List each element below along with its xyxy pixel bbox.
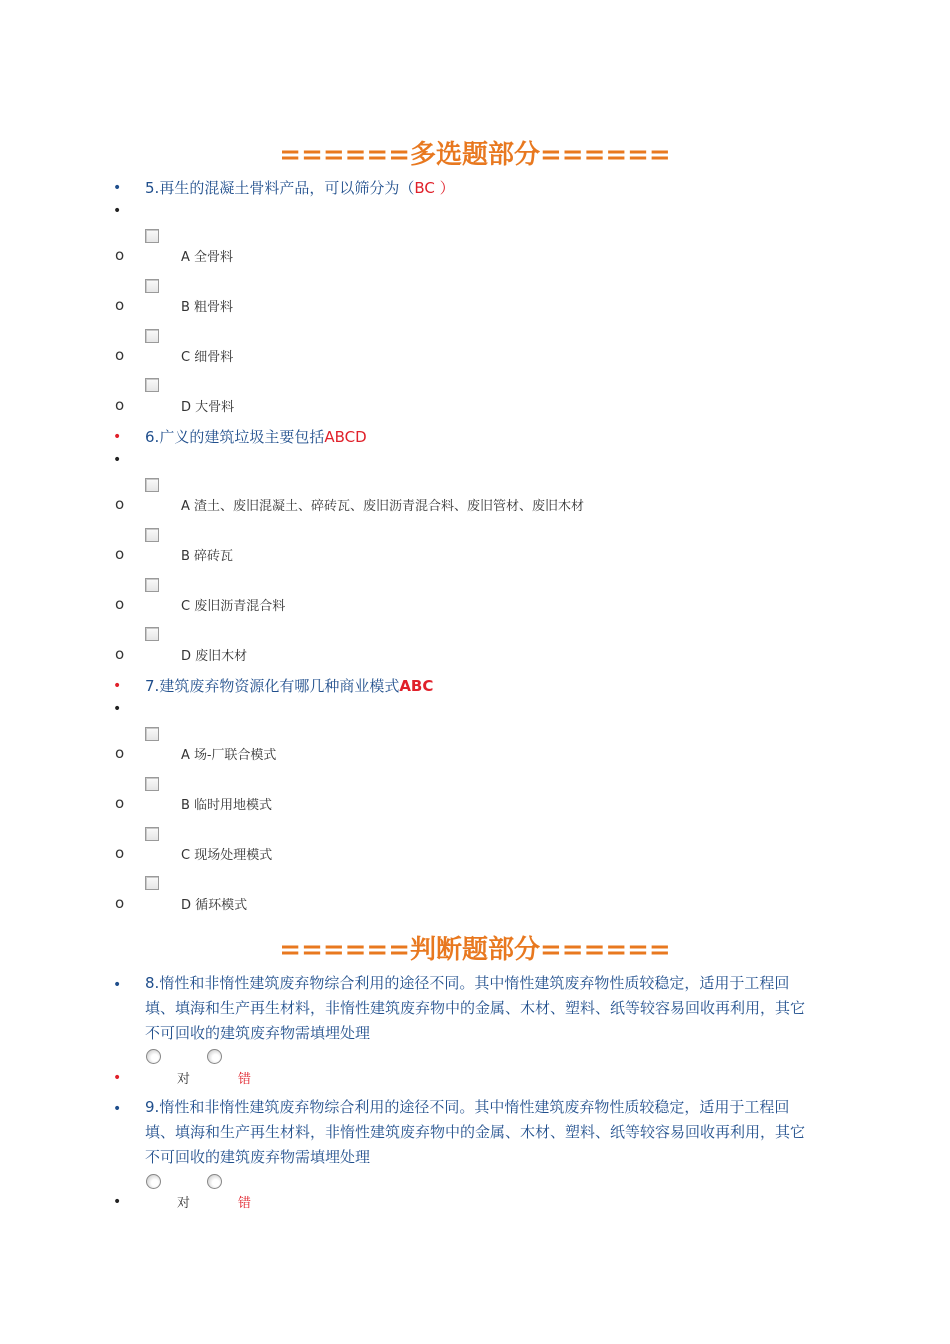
option-checkbox[interactable] [145, 876, 159, 890]
option-text: 渣土、废旧混凝土、碎砖瓦、废旧沥青混合料、废旧管材、废旧木材 [189, 499, 585, 514]
option-letter: A [181, 250, 190, 265]
option-text: 粗骨料 [189, 300, 234, 315]
circle-bullet-icon: o [115, 645, 125, 663]
question-text: 惰性和非惰性建筑废弃物综合利用的途径不同。其中惰性建筑废弃物性质较稳定，适用于工程回填、填海和生产再生材料，非惰性建筑废弃物中的金属、木材、塑料、纸等较容易回收再利用，其它不可回收的建筑废弃物需填埋处理 [145, 974, 806, 1042]
option-letter: D [181, 898, 192, 913]
circle-bullet-icon: o [115, 495, 125, 513]
question-answer: BC ） [414, 179, 455, 197]
option-letter: C [181, 350, 191, 365]
option-label [181, 844, 272, 863]
option-checkbox[interactable] [145, 727, 159, 741]
bullet-icon: • [113, 452, 122, 468]
circle-bullet-icon: o [115, 246, 125, 264]
bullet-icon: • [113, 977, 122, 993]
option-letter: D [181, 400, 192, 415]
section-title-multi: ======多选题部分====== [279, 140, 671, 170]
circle-bullet-icon: o [115, 296, 125, 314]
option-label [181, 595, 285, 614]
option-letter: B [181, 798, 190, 813]
option-label [181, 645, 247, 664]
option-label [181, 296, 233, 315]
option-label [181, 545, 233, 564]
question-answer: ABCD [324, 428, 367, 446]
option-letter: C [181, 599, 191, 614]
circle-bullet-icon: o [115, 794, 125, 812]
option-text: 临时用地模式 [189, 798, 273, 813]
option-letter: B [181, 300, 190, 315]
question-text: 惰性和非惰性建筑废弃物综合利用的途径不同。其中惰性建筑废弃物性质较稳定，适用于工程回填、填海和生产再生材料，非惰性建筑废弃物中的金属、木材、塑料、纸等较容易回收再利用，其它不可回收的建筑废弃物需填埋处理 [145, 1098, 806, 1166]
true-radio[interactable] [146, 1174, 161, 1189]
option-letter: B [181, 549, 190, 564]
circle-bullet-icon: o [115, 844, 125, 862]
option-checkbox[interactable] [145, 229, 159, 243]
bullet-icon: • [113, 701, 122, 717]
option-checkbox[interactable] [145, 627, 159, 641]
option-letter: A [181, 499, 190, 514]
option-text: 场-厂联合模式 [189, 748, 277, 763]
bullet-icon: • [113, 429, 122, 445]
false-radio[interactable] [207, 1049, 222, 1064]
question-8 [145, 971, 805, 1046]
question-number: 5. [145, 179, 160, 197]
option-label [181, 495, 584, 514]
question-text: 广义的建筑垃圾主要包括 [159, 428, 325, 446]
true-radio[interactable] [146, 1049, 161, 1064]
question-5 [145, 177, 455, 198]
true-label: 对 [177, 1072, 191, 1087]
option-checkbox[interactable] [145, 378, 159, 392]
option-label [181, 794, 272, 813]
option-text: 大骨料 [191, 400, 235, 415]
question-text: 建筑废弃物资源化有哪几种商业模式 [159, 677, 400, 695]
option-checkbox[interactable] [145, 478, 159, 492]
section-title-judge: ======判断题部分====== [279, 935, 671, 965]
option-letter: C [181, 848, 191, 863]
option-letter: D [181, 649, 192, 664]
option-checkbox[interactable] [145, 827, 159, 841]
true-label: 对 [177, 1196, 191, 1211]
question-7 [145, 675, 433, 696]
circle-bullet-icon: o [115, 545, 125, 563]
question-number: 6. [145, 428, 160, 446]
false-label: 错 [238, 1196, 252, 1211]
option-checkbox[interactable] [145, 279, 159, 293]
option-text: 全骨料 [189, 250, 234, 265]
option-label [181, 894, 247, 913]
false-label: 错 [238, 1072, 252, 1087]
circle-bullet-icon: o [115, 595, 125, 613]
option-text: 循环模式 [191, 898, 248, 913]
option-text: 现场处理模式 [190, 848, 273, 863]
option-text: 废旧沥青混合料 [190, 599, 286, 614]
option-checkbox[interactable] [145, 528, 159, 542]
bullet-icon: • [113, 203, 122, 219]
question-9 [145, 1095, 805, 1170]
option-letter: A [181, 748, 190, 763]
question-number: 8. [145, 974, 160, 992]
false-radio[interactable] [207, 1174, 222, 1189]
option-label [181, 744, 276, 763]
circle-bullet-icon: o [115, 396, 125, 414]
option-checkbox[interactable] [145, 578, 159, 592]
bullet-icon: • [113, 1194, 122, 1210]
circle-bullet-icon: o [115, 346, 125, 364]
option-text: 细骨料 [190, 350, 234, 365]
question-text: 再生的混凝土骨料产品，可以筛分为（ [159, 179, 415, 197]
option-text: 碎砖瓦 [189, 549, 234, 564]
bullet-icon: • [113, 678, 122, 694]
question-number: 7. [145, 677, 160, 695]
bullet-icon: • [113, 1101, 122, 1117]
option-label [181, 346, 233, 365]
option-text: 废旧木材 [191, 649, 248, 664]
option-label [181, 246, 233, 265]
question-number: 9. [145, 1098, 160, 1116]
option-label [181, 396, 234, 415]
bullet-icon: • [113, 1070, 122, 1086]
option-checkbox[interactable] [145, 329, 159, 343]
question-6 [145, 426, 367, 447]
circle-bullet-icon: o [115, 744, 125, 762]
question-answer: ABC [399, 677, 434, 695]
circle-bullet-icon: o [115, 894, 125, 912]
bullet-icon: • [113, 180, 122, 196]
option-checkbox[interactable] [145, 777, 159, 791]
